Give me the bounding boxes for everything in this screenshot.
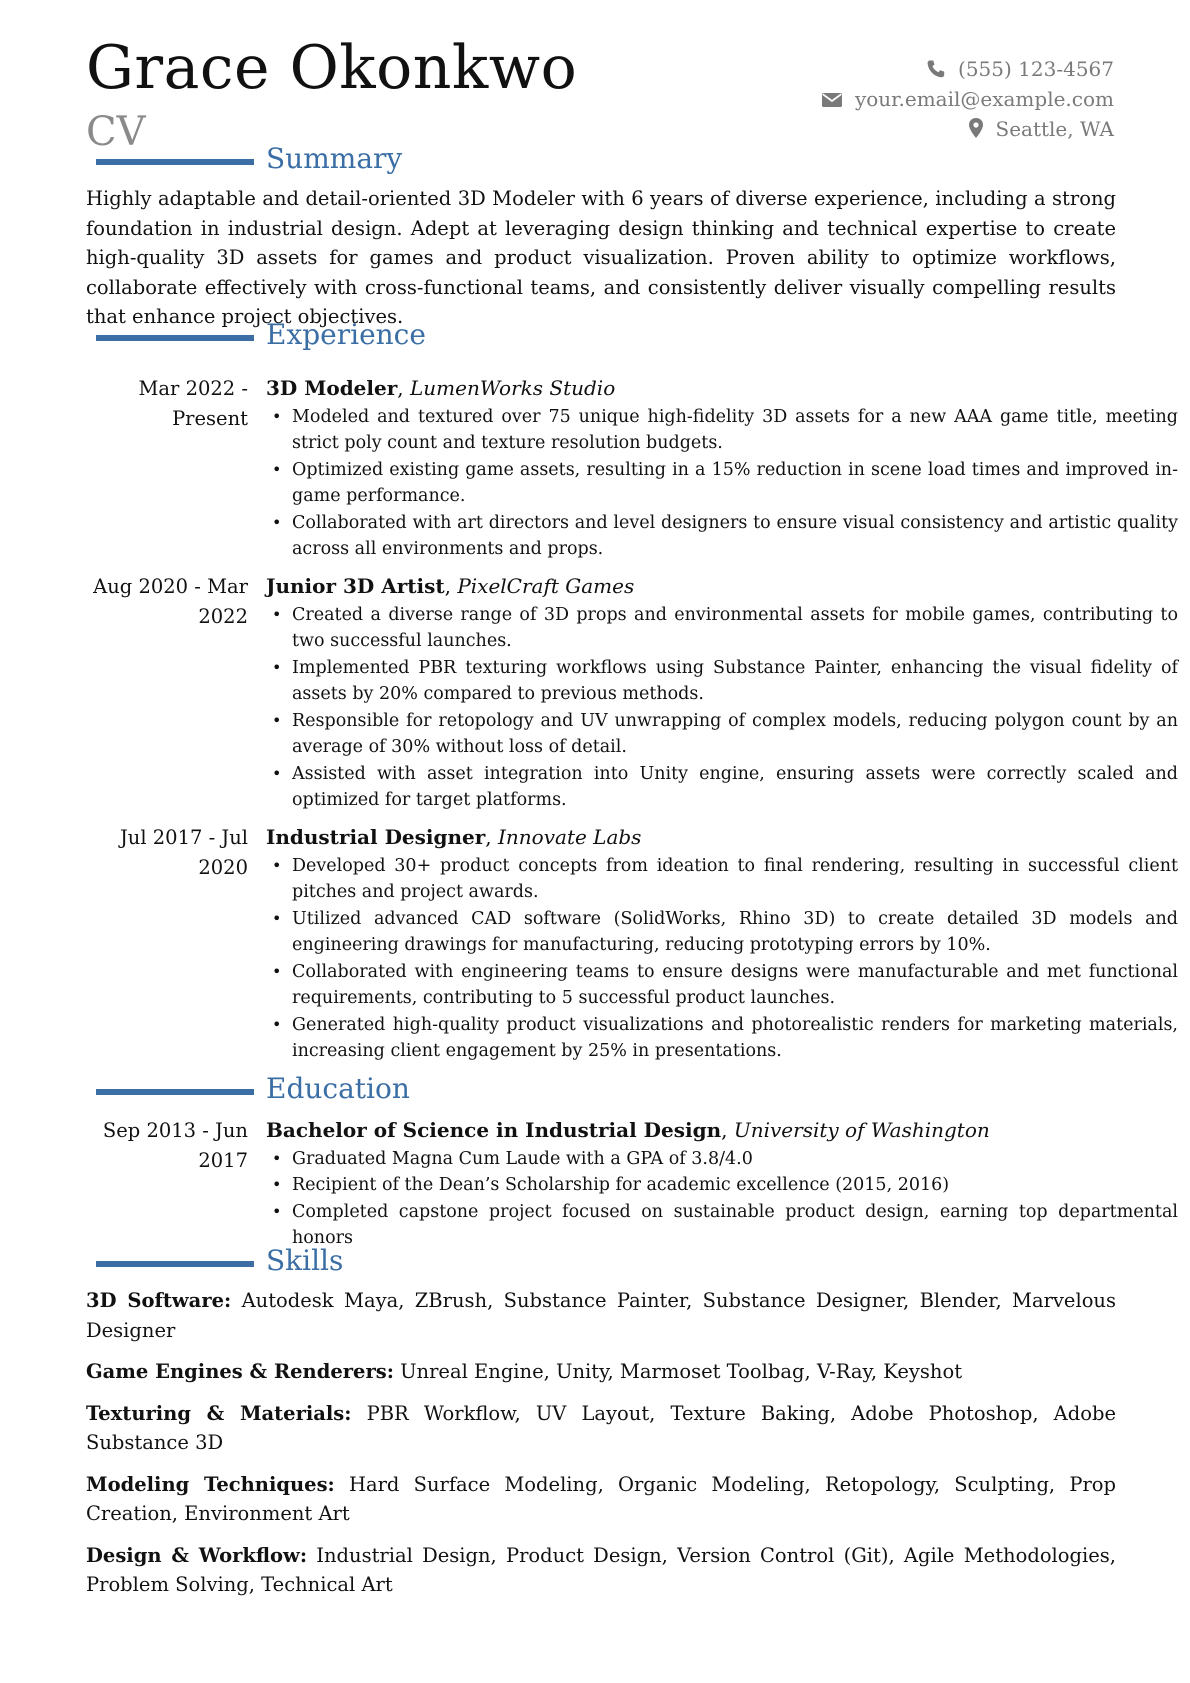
job-title: Industrial Designer <box>266 825 486 849</box>
section-title: Experience <box>266 318 426 351</box>
degree-title: Bachelor of Science in Industrial Design <box>266 1118 722 1142</box>
skill-row <box>86 1470 1116 1529</box>
section-title: Skills <box>266 1244 344 1277</box>
phone-icon <box>926 59 946 79</box>
skill-row <box>86 1357 1116 1387</box>
entry-body <box>266 572 1178 814</box>
bullet-item: • Utilized advanced CAD software (SolidWorks, Rhino 3D) to create detailed 3D models and engineering drawings for manufacturing, reducing prototyping errors by 10%. <box>266 906 1178 959</box>
entry-date: Aug 2020 - Mar 2022 <box>93 575 248 628</box>
section-divider-bar <box>96 1261 254 1267</box>
entry-date: Sep 2013 - Jun 2017 <box>102 1119 248 1172</box>
bullet-item: • Modeled and textured over 75 unique high-fidelity 3D assets for a new AAA game title, meeting strict poly count and texture resolution budgets. <box>266 404 1178 457</box>
skill-value: Industrial Design, Product Design, Version Control (Git), Agile Methodologies, Problem Solving, Technical Art <box>86 1543 1117 1596</box>
skill-label: Design & Workflow: <box>86 1543 308 1567</box>
skill-value: PBR Workflow, UV Layout, Texture Baking, Adobe Photoshop, Adobe Substance 3D <box>86 1401 1116 1454</box>
phone-text: (555) 123-4567 <box>958 57 1114 81</box>
bullet-item: • Responsible for retopology and UV unwrapping of complex models, reducing polygon count by an average of 30% without loss of detail. <box>266 708 1178 761</box>
entry-body <box>266 374 1178 563</box>
section-divider-bar <box>96 1089 254 1095</box>
envelope-icon <box>821 91 843 109</box>
section-title: Education <box>266 1072 410 1105</box>
skill-row <box>86 1399 1116 1458</box>
section-divider-bar <box>96 159 254 165</box>
entry-date: Mar 2022 - Present <box>138 377 248 430</box>
map-pin-icon <box>968 117 984 139</box>
entry-role: Industrial Designer, Innovate Labs <box>266 825 642 849</box>
skill-label: Texturing & Materials: <box>86 1401 352 1425</box>
entry-role: Junior 3D Artist, PixelCraft Games <box>266 574 635 598</box>
job-title: Junior 3D Artist <box>266 574 445 598</box>
skill-label: Modeling Techniques: <box>86 1472 335 1496</box>
school-name: University of Washington <box>733 1118 990 1142</box>
skill-value: Unreal Engine, Unity, Marmoset Toolbag, V-Ray, Keyshot <box>400 1360 963 1383</box>
bullet-item: • Collaborated with art directors and level designers to ensure visual consistency and artistic quality across all environments and props. <box>266 510 1178 563</box>
company-name: Innovate Labs <box>498 825 642 849</box>
bullet-item: • Optimized existing game assets, resulting in a 15% reduction in scene load times and improved in-game performance. <box>266 457 1178 510</box>
company-name: PixelCraft Games <box>457 574 635 598</box>
entry-date: Jul 2017 - Jul 2020 <box>119 826 248 879</box>
contact-location <box>821 114 1114 144</box>
bullet-list <box>266 1146 1178 1252</box>
company-name: LumenWorks Studio <box>410 376 616 400</box>
skill-row <box>86 1286 1116 1345</box>
entry-role: Bachelor of Science in Industrial Design, University of Washington <box>266 1118 990 1142</box>
entry-body <box>266 1116 1178 1252</box>
bullet-item: • Recipient of the Dean’s Scholarship for academic excellence (2015, 2016) <box>266 1172 1178 1199</box>
email-text: your.email@example.com <box>854 87 1114 111</box>
section-title: Summary <box>266 142 403 175</box>
contact-block <box>821 54 1114 144</box>
contact-phone <box>821 54 1114 84</box>
section-divider-bar <box>96 335 254 341</box>
skill-value: Autodesk Maya, ZBrush, Substance Painter, Substance Designer, Blender, Marvelous Designer <box>86 1289 1116 1342</box>
bullet-item: • Developed 30+ product concepts from ideation to final rendering, resulting in successful client pitches and project awards. <box>266 853 1178 906</box>
skills-list <box>86 1286 1116 1612</box>
bullet-list <box>266 602 1178 814</box>
document-subtitle: CV <box>86 109 146 155</box>
bullet-item: • Generated high-quality product visualizations and photorealistic renders for marketing materials, increasing client engagement by 25% in presentations. <box>266 1012 1178 1065</box>
candidate-name: Grace Okonkwo <box>86 33 578 103</box>
entry-role: 3D Modeler, LumenWorks Studio <box>266 376 616 400</box>
location-text: Seattle, WA <box>995 117 1114 141</box>
contact-email <box>821 84 1114 114</box>
summary-text: Highly adaptable and detail-oriented 3D Modeler with 6 years of diverse experience, including a strong foundation in industrial design. Adept at leveraging design thinking and technical expertise to create high-quality 3D assets for games and product visualization. Proven ability to optimize workflows, collaborate effectively with cross-functional teams, and consistently deliver visually compelling results that enhance project objectives. <box>86 187 1116 328</box>
bullet-item: • Completed capstone project focused on sustainable product design, earning top departmental honors <box>266 1199 1178 1252</box>
bullet-item: • Implemented PBR texturing workflows using Substance Painter, enhancing the visual fidelity of assets by 20% compared to previous methods. <box>266 655 1178 708</box>
bullet-item: • Created a diverse range of 3D props and environmental assets for mobile games, contributing to two successful launches. <box>266 602 1178 655</box>
entry-body <box>266 823 1178 1065</box>
skill-label: 3D Software: <box>86 1289 232 1312</box>
bullet-item: • Graduated Magna Cum Laude with a GPA of 3.8/4.0 <box>266 1146 1178 1173</box>
skill-row <box>86 1541 1116 1600</box>
bullet-list <box>266 853 1178 1065</box>
skill-label: Game Engines & Renderers: <box>86 1360 394 1383</box>
bullet-list <box>266 404 1178 563</box>
job-title: 3D Modeler <box>266 376 398 400</box>
bullet-item: • Collaborated with engineering teams to ensure designs were manufacturable and met functional requirements, contributing to 5 successful product launches. <box>266 959 1178 1012</box>
skill-value: Hard Surface Modeling, Organic Modeling, Retopology, Sculpting, Prop Creation, Environment Art <box>86 1472 1116 1525</box>
bullet-item: • Assisted with asset integration into Unity engine, ensuring assets were correctly scaled and optimized for target platforms. <box>266 761 1178 814</box>
